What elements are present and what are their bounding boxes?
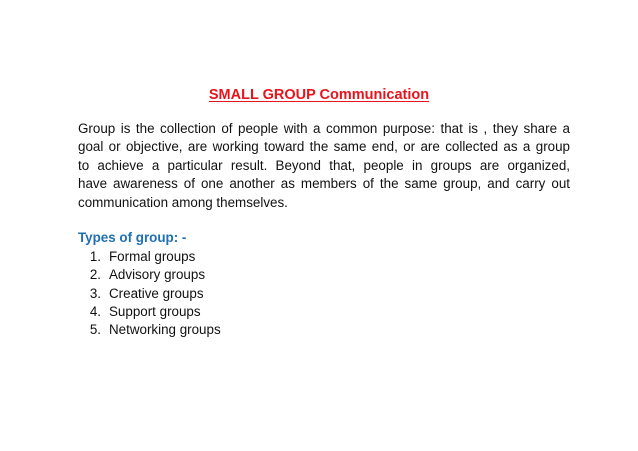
paragraph-line: communication among themselves. [78,194,288,210]
list-item [78,303,221,321]
list-item-number: 4. [89,303,101,319]
paragraph-line: Group is the collection of people with a common purpose: that is , they share a [78,121,570,136]
list-item [78,248,221,266]
page-title: SMALL GROUP Communication [208,87,430,103]
list-item-label: Advisory groups [109,267,206,283]
body-paragraph [78,120,570,212]
types-list [78,248,221,339]
paragraph-line: have awareness of one another as members of the same group, and carry out [78,176,570,192]
list-item-number: 2. [89,267,101,283]
list-item-label: Formal groups [109,249,196,264]
list-item-number: 1. [89,249,101,264]
list-item-label: Networking groups [109,322,221,338]
list-item [78,285,221,303]
types-heading: Types of group: - [78,230,187,245]
list-item-number: 3. [89,285,101,301]
paragraph-line: goal or objective, are working toward the same end, or are collected as a group [78,139,570,155]
list-item-label: Creative groups [109,285,204,301]
paragraph-line: to achieve a particular result. Beyond that, people in groups are organized, [78,157,570,173]
list-item [78,321,221,339]
list-item-label: Support groups [109,303,201,319]
list-item-number: 5. [89,322,101,338]
list-item [78,266,221,284]
